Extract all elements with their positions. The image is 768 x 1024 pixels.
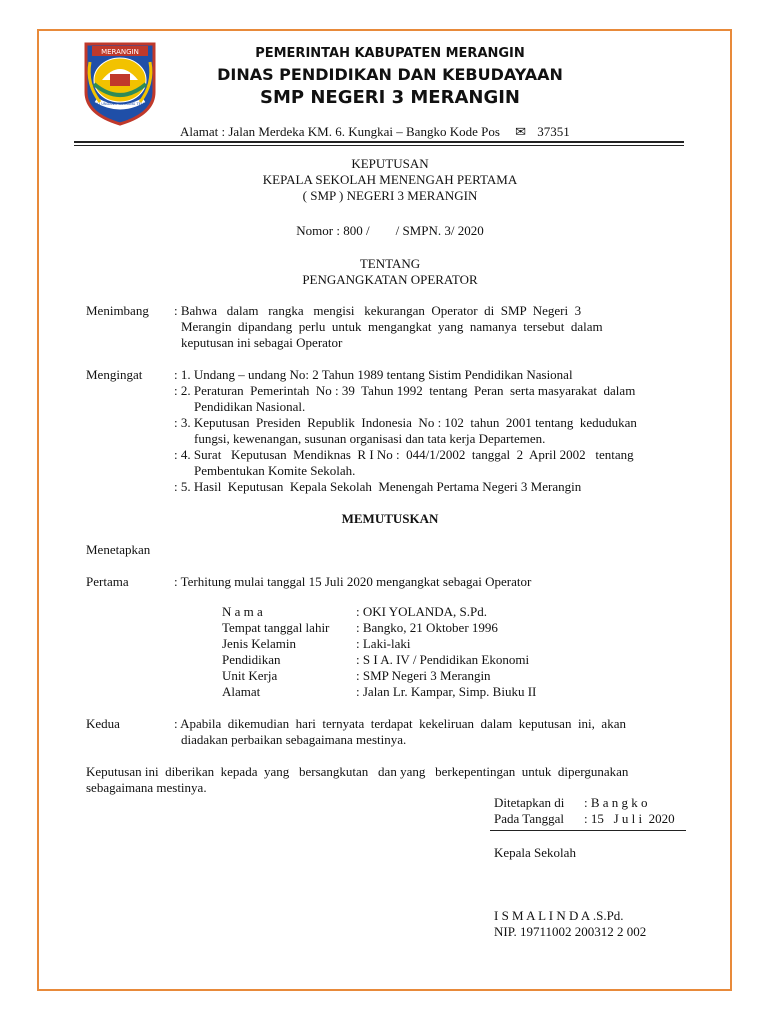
- field-label: N a m a: [222, 604, 263, 619]
- mengingat-label: Mengingat: [86, 367, 143, 382]
- logo-text: MERANGIN: [101, 48, 139, 56]
- title-subject: PENGANGKATAN OPERATOR: [302, 272, 478, 287]
- field-label: Jenis Kelamin: [222, 636, 297, 651]
- mengingat-item: : 4. Surat Keputusan Mendiknas R I No : 044/1/2002 tanggal 2 April 2002 tentang: [174, 447, 634, 462]
- header-school: SMP NEGERI 3 MERANGIN: [260, 87, 520, 108]
- field-label: Pendidikan: [222, 652, 281, 667]
- signatory-position: Kepala Sekolah: [494, 845, 576, 860]
- regency-logo: [80, 40, 160, 126]
- mengingat-item: : 5. Hasil Keputusan Kepala Sekolah Menengah Pertama Negeri 3 Merangin: [174, 479, 582, 494]
- menimbang-line-2: Merangin dipandang perlu untuk mengangkat yang namanya tersebut dalam: [181, 319, 603, 334]
- title-school: ( SMP ) NEGERI 3 MERANGIN: [302, 188, 478, 203]
- closing-line-2: sebagaimana mestinya.: [86, 780, 207, 795]
- field-label: Unit Kerja: [222, 668, 278, 683]
- date-underline: [490, 830, 686, 831]
- logo-motto: TALI UNDANG TAMBANG TELITI: [92, 102, 148, 106]
- signatory-name: I S M A L I N D A .S.Pd.: [494, 908, 624, 923]
- address-text: Alamat : Jalan Merdeka KM. 6. Kungkai – Bangko Kode Pos: [180, 124, 500, 139]
- decree-number: Nomor : 800 / / SMPN. 3/ 2020: [296, 223, 484, 238]
- mengingat-item: : 1. Undang – undang No: 2 Tahun 1989 tentang Sistim Pendidikan Nasional: [174, 367, 573, 382]
- signatory-nip: NIP. 19711002 200312 2 002: [494, 924, 647, 939]
- kedua-label: Kedua: [86, 716, 120, 731]
- header-government: PEMERINTAH KABUPATEN MERANGIN: [255, 46, 525, 61]
- field-value: : Bangko, 21 Oktober 1996: [356, 620, 498, 635]
- memutuskan-heading: MEMUTUSKAN: [341, 511, 439, 526]
- field-value: : OKI YOLANDA, S.Pd.: [356, 604, 487, 619]
- kedua-line-2: diadakan perbaikan sebagaimana mestinya.: [181, 732, 407, 747]
- mengingat-item-cont: fungsi, kewenangan, susunan organisasi dan tata kerja Departemen.: [194, 431, 546, 446]
- mengingat-item: : 3. Keputusan Presiden Republik Indonesia No : 102 tahun 2001 tentang kedudukan: [174, 415, 637, 430]
- closing-line-1: Keputusan ini diberikan kepada yang bersangkutan dan yang berkepentingan untuk dipergunakan: [86, 764, 629, 779]
- menimbang-line-1: : Bahwa dalam rangka mengisi kekurangan Operator di SMP Negeri 3: [174, 303, 582, 318]
- title-kepala: KEPALA SEKOLAH MENENGAH PERTAMA: [262, 172, 518, 187]
- tanggal-label: Pada Tanggal: [494, 811, 564, 826]
- tanggal-value: : 15 J u l i 2020: [584, 811, 675, 826]
- mail-icon: ✉: [515, 124, 527, 139]
- title-tentang: TENTANG: [359, 256, 421, 271]
- menimbang-line-3: keputusan ini sebagai Operator: [181, 335, 343, 350]
- kedua-line-1: : Apabila dikemudian hari ternyata terdapat kekeliruan dalam keputusan ini, akan: [174, 716, 626, 731]
- header-rule-thick: [74, 141, 684, 143]
- header-department: DINAS PENDIDIKAN DAN KEBUDAYAAN: [217, 65, 563, 84]
- ditetapkan-value: : B a n g k o: [584, 795, 648, 810]
- title-keputusan: KEPUTUSAN: [351, 156, 429, 171]
- field-label: Tempat tanggal lahir: [222, 620, 330, 635]
- field-label: Alamat: [222, 684, 261, 699]
- field-value: : S I A. IV / Pendidikan Ekonomi: [356, 652, 530, 667]
- pertama-text: : Terhitung mulai tanggal 15 Juli 2020 mengangkat sebagai Operator: [174, 574, 532, 589]
- menetapkan-label: Menetapkan: [86, 542, 151, 557]
- mengingat-item-cont: Pendidikan Nasional.: [194, 399, 306, 414]
- menimbang-label: Menimbang: [86, 303, 149, 318]
- pertama-label: Pertama: [86, 574, 129, 589]
- mengingat-item: : 2. Peraturan Pemerintah No : 39 Tahun 1992 tentang Peran serta masyarakat dalam: [174, 383, 636, 398]
- mengingat-item-cont: Pembentukan Komite Sekolah.: [194, 463, 356, 478]
- field-value: : Laki-laki: [356, 636, 411, 651]
- field-value: : Jalan Lr. Kampar, Simp. Biuku II: [356, 684, 537, 699]
- ditetapkan-label: Ditetapkan di: [494, 795, 565, 810]
- header-address: [180, 124, 570, 140]
- postal-code: 37351: [537, 124, 570, 139]
- header-rule-thin: [74, 145, 684, 146]
- field-value: : SMP Negeri 3 Merangin: [356, 668, 491, 683]
